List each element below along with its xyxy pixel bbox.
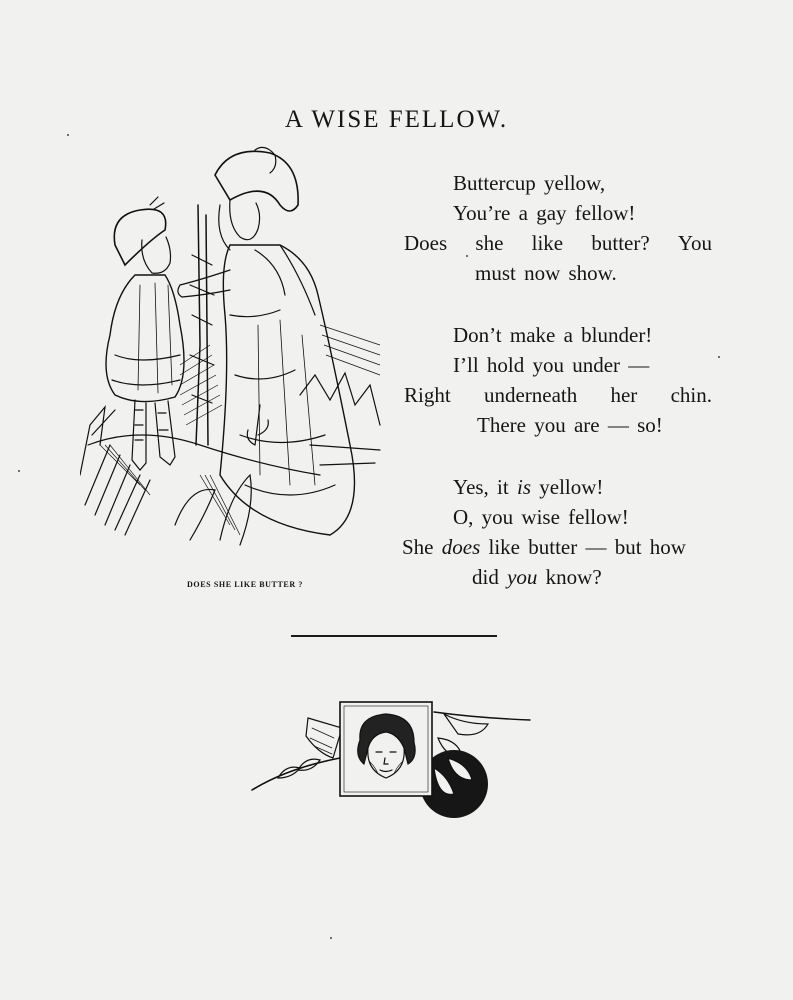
scan-speck — [330, 937, 332, 939]
scan-speck — [67, 134, 69, 136]
scan-speck — [466, 255, 468, 257]
poem-line: You’re a gay fellow! — [453, 201, 636, 225]
scan-speck — [18, 470, 20, 472]
poem-title: A WISE FELLOW. — [284, 106, 509, 133]
poem-line: I’ll hold you under — — [453, 353, 650, 377]
poem-line: O, you wise fellow! — [453, 505, 629, 529]
poem-line: Does she like butter? You — [404, 231, 712, 255]
poem-line: did you know? — [472, 565, 602, 589]
child-portrait-vignette — [248, 698, 536, 824]
poem-line: Right underneath her chin. — [404, 383, 712, 407]
illustration-caption: DOES SHE LIKE BUTTER ? — [187, 580, 303, 589]
poem-line: must now show. — [475, 261, 617, 285]
poem-text — [0, 168, 793, 608]
poem-line: She does like butter — but how — [402, 535, 686, 559]
scan-speck — [718, 356, 720, 358]
poem-line: Buttercup yellow, — [453, 171, 606, 195]
poem-line: Yes, it is yellow! — [453, 475, 604, 499]
poem-line: There you are — so! — [477, 413, 663, 437]
section-divider — [291, 635, 497, 637]
poem-line: Don’t make a blunder! — [453, 323, 653, 347]
